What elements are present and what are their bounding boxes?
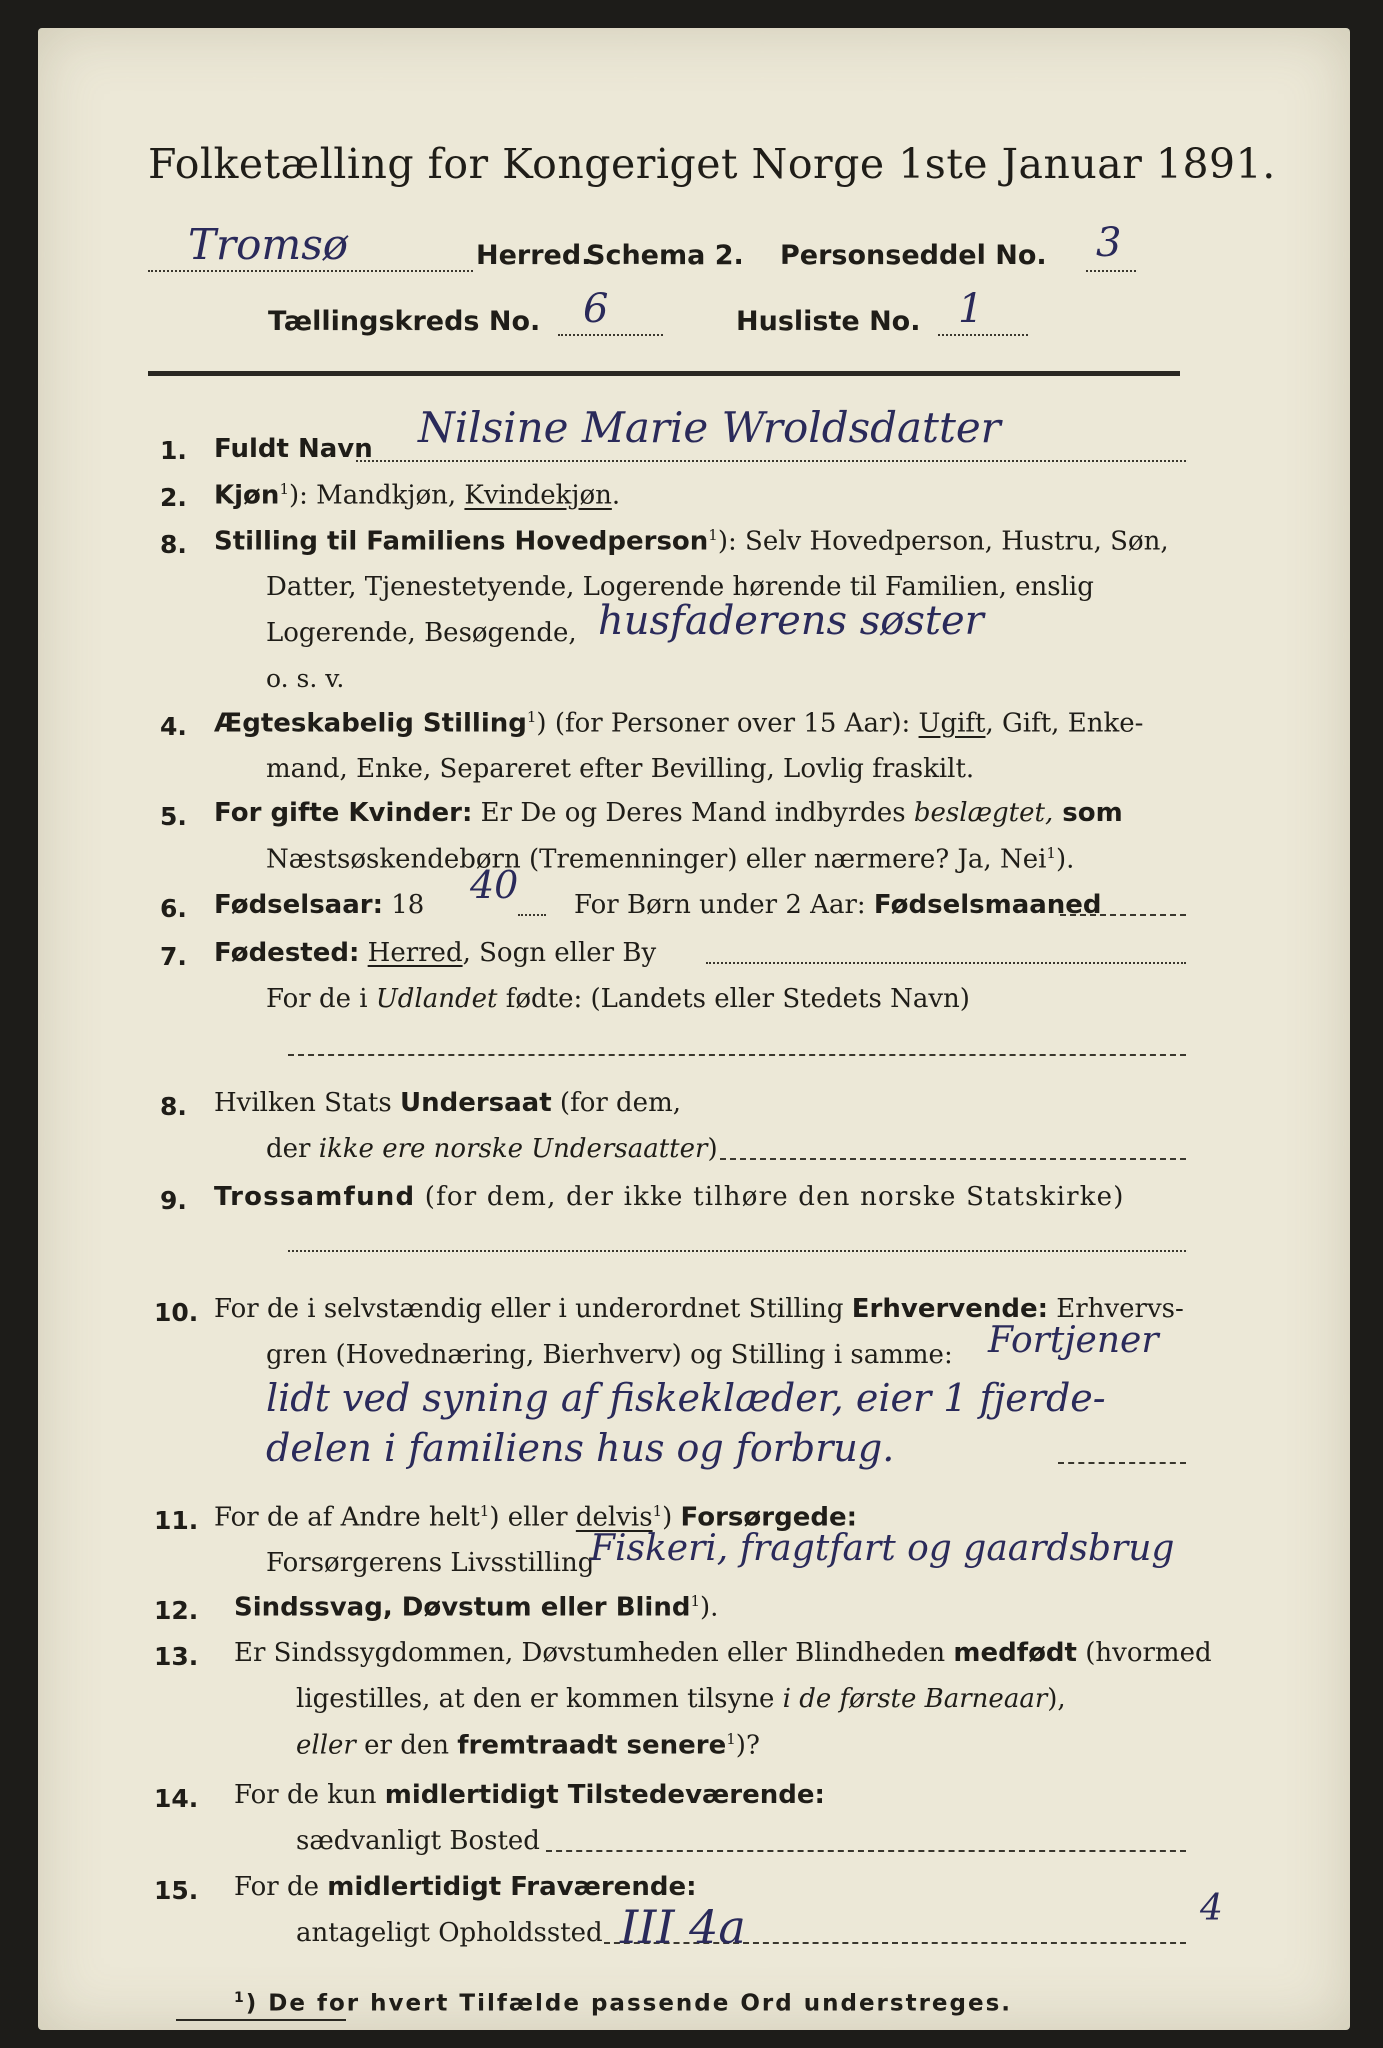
herred-dotted-line: [148, 270, 473, 272]
bottom-page-mark: 4: [1200, 1888, 1223, 1929]
q8-dashed-line: [720, 1158, 1186, 1160]
kreds-value: 6: [583, 286, 609, 332]
q6-year-dotted: [518, 914, 546, 916]
herred-label: Herred.: [476, 240, 592, 271]
q4-line1: Ægteskabelig Stilling$^1$) (for Personer over 15 Aar): Ugift, Gift, Enke-: [214, 708, 1144, 739]
q7-dotted-line: [706, 962, 1186, 964]
q14-line1: For de kun midlertidigt Tilstedeværende:: [234, 1780, 825, 1810]
census-form-page: [38, 28, 1350, 2030]
q14-dashed-line: [546, 1850, 1186, 1852]
q10-line2: gren (Hovednæring, Bierhverv) og Stilling i samme:: [266, 1340, 953, 1370]
q10-answer-2: lidt ved syning af fiskeklæder, eier 1 fjerde-: [266, 1376, 1106, 1420]
q7-line1: Fødested: Herred, Sogn eller By: [214, 938, 657, 968]
q6-number: 6.: [160, 894, 187, 923]
q3-answer: husfaderens søster: [598, 598, 984, 644]
q5-line1: For gifte Kvinder: Er De og Deres Mand indbyrdes beslægtet, som: [214, 798, 1123, 828]
q7-number: 7.: [160, 942, 187, 971]
bottom-archive-mark: III 4a: [620, 1900, 746, 1954]
q11-line1: For de af Andre helt$^1$) eller delvis$^1$) Forsørgede:: [214, 1502, 857, 1533]
q13-line1: Er Sindssygdommen, Døvstumheden eller Blindheden medfødt (hvormed: [234, 1638, 1212, 1668]
q4-line2: mand, Enke, Separeret efter Bevilling, Lovlig fraskilt.: [266, 754, 975, 784]
q11-line2: Forsørgerens Livsstilling: [266, 1548, 595, 1578]
form-title: Folketælling for Kongeriget Norge 1ste Januar 1891.: [148, 140, 1276, 188]
personseddel-dotted-line: [1086, 270, 1136, 272]
q14-number: 14.: [154, 1784, 199, 1813]
q12-line1: Sindssvag, Døvstum eller Blind$^1$).: [234, 1592, 719, 1623]
q13-line2: ligestilles, at den er kommen tilsyne i de første Barneaar),: [296, 1684, 1066, 1714]
q10-answer-3: delen i familiens hus og forbrug.: [266, 1426, 895, 1470]
q15-number: 15.: [154, 1876, 199, 1905]
q3-line3: Logerende, Besøgende,: [266, 618, 577, 648]
personseddel-label: Personseddel No.: [780, 240, 1047, 271]
husliste-label: Husliste No.: [736, 306, 921, 337]
kreds-dotted-line: [558, 334, 663, 336]
q11-answer: Fiskeri, fragtfart og gaardsbrug: [590, 1528, 1175, 1569]
q2-number: 2.: [160, 483, 187, 512]
q7-line2: For de i Udlandet fødte: (Landets eller Stedets Navn): [266, 984, 970, 1014]
q10-answer-1: Fortjener: [988, 1320, 1159, 1361]
q5-number: 5.: [160, 802, 187, 831]
q6-rest: For Børn under 2 Aar: Fødselsmaaned: [574, 890, 1102, 920]
q1-label: Fuldt Navn: [214, 434, 373, 464]
q2-text: Kjøn$^1$): Mandkjøn, Kvindekjøn.: [214, 480, 621, 511]
q3-line2: Datter, Tjenestetyende, Logerende hørende til Familien, enslig: [266, 572, 1094, 602]
q10-number: 10.: [154, 1298, 199, 1327]
q11-number: 11.: [154, 1506, 199, 1535]
q1-number: 1.: [160, 436, 187, 465]
q7-foreign-dashed-line: [288, 1054, 1186, 1056]
q13-line3: eller er den fremtraadt senere$^1$)?: [296, 1730, 760, 1761]
q1-answer: Nilsine Marie Wroldsdatter: [418, 403, 1001, 452]
q6-answer: 40: [470, 863, 519, 907]
q9-line1: Trossamfund (for dem, der ikke tilhøre den norske Statskirke): [214, 1182, 1125, 1212]
kreds-label: Tællingskreds No.: [268, 306, 541, 337]
personseddel-value: 3: [1096, 220, 1122, 266]
q1-dotted-line: [356, 460, 1186, 462]
q9-number: 9.: [160, 1186, 187, 1215]
q8-line2: der ikke ere norske Undersaatter): [266, 1134, 718, 1164]
footnote-divider: [176, 2019, 346, 2021]
q8-line1: Hvilken Stats Undersaat (for dem,: [214, 1088, 681, 1118]
q13-number: 13.: [154, 1642, 199, 1671]
q6-dashed-line: [1060, 914, 1186, 916]
footnote-text: $^1$) De for hvert Tilfælde passende Ord understreges.: [234, 1990, 1012, 2017]
husliste-value: 1: [958, 286, 984, 332]
q15-line2: antageligt Opholdssted: [296, 1918, 603, 1948]
husliste-dotted-line: [938, 334, 1028, 336]
q9-dotted-line: [288, 1250, 1186, 1252]
q8-number: 8.: [160, 1092, 187, 1121]
q5-line2: Næstsøskendebørn (Tremenninger) eller nærmere? Ja, Nei$^1$).: [266, 844, 1075, 875]
q10-line1: For de i selvstændig eller i underordnet Stilling Erhvervende: Erhvervs-: [214, 1294, 1184, 1324]
herred-value: Tromsø: [188, 220, 349, 269]
q3-line1: Stilling til Familiens Hovedperson$^1$): Selv Hovedperson, Hustru, Søn,: [214, 526, 1169, 557]
schema-label: Schema 2.: [586, 240, 744, 271]
q3-number: 8.: [160, 530, 187, 559]
q15-line1: For de midlertidigt Fraværende:: [234, 1872, 697, 1902]
q12-number: 12.: [154, 1596, 199, 1625]
q10-dashed-line: [1058, 1462, 1186, 1464]
q3-line4: o. s. v.: [266, 664, 345, 693]
q4-number: 4.: [160, 712, 187, 741]
header-divider: [148, 371, 1180, 376]
q14-line2: sædvanligt Bosted: [296, 1826, 540, 1856]
q6-label: Fødselsaar: 18: [214, 890, 425, 920]
